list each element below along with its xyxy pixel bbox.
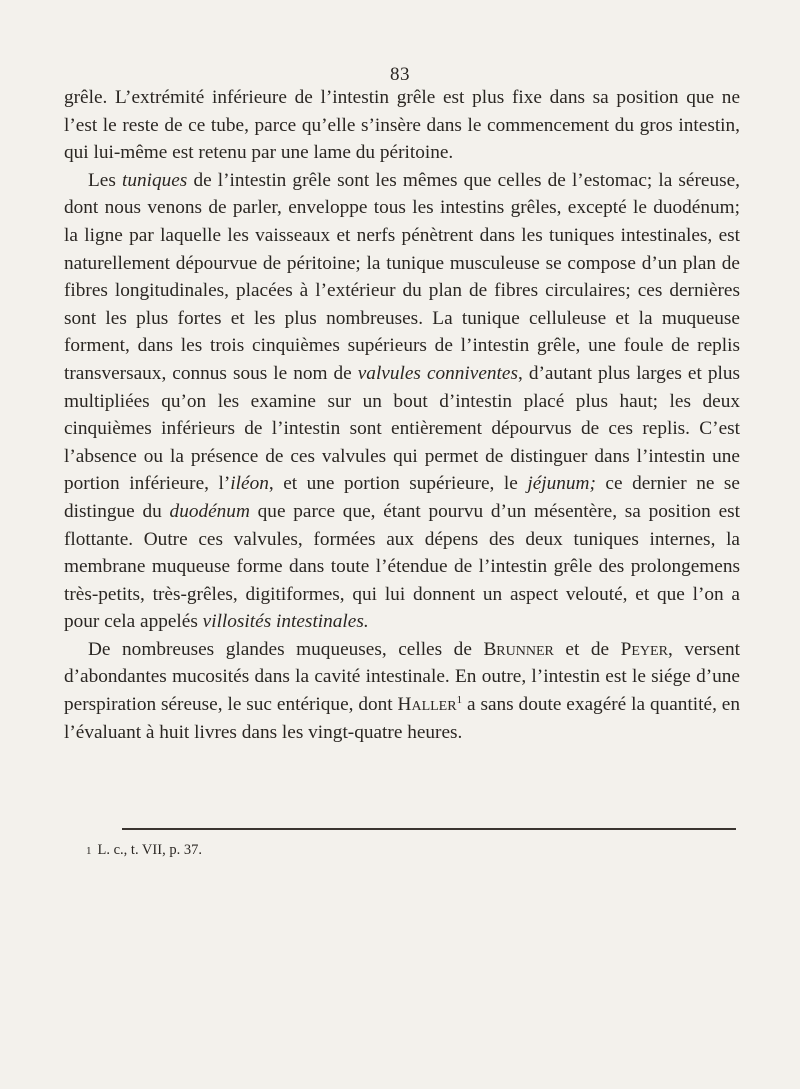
italic-term: duodénum [169,500,250,522]
text-run: Les [88,169,122,191]
footnote [86,840,202,861]
italic-term: tuniques [121,169,188,191]
text-run: , versent d’abondantes mucosités dans la cavité intestinale. En outre, l’intestin est le siége d’une perspiration séreuse, le suc entérique, dont [64,638,740,716]
paragraph [64,84,740,167]
italic-term: villosités intestinales. [202,611,369,633]
text-run: , et une portion supérieure, le [268,473,528,495]
page-number: 83 [390,64,410,85]
text-run: a sans doute exagéré la quantité, en l’évaluant à huit livres dans les vingt-quatre heures. [64,694,740,743]
italic-term: jéjunum; [527,473,596,495]
text-run: que parce que, étant pourvu d’un mésentère, sa position est flottante. Outre ces valvules, formées aux dépens des deux tuniques internes, la membrane muqueuse forme dans toute l’étendue de l’intestin grêle des prolongemens très-petits, très-grêles, digitiformes, qui lui donnent un aspect velouté, et que l’on a pour cela appelés [64,500,740,633]
text-run: De nombreuses glandes muqueuses, celles de [88,638,484,660]
text-run: grêle. L’extrémité inférieure de l’intestin grêle est plus fixe dans sa position que ne l’est le reste de ce tube, parce qu’elle s’insère dans le commencement du gros intestin, qui lui-même est retenu par une lame du péritoine. [64,87,740,164]
text-run: ce dernier ne se distingue du [64,473,740,522]
italic-term: valvules conniventes [357,362,518,384]
paragraph [64,167,740,636]
author-name: Peyer [620,638,668,660]
footnote-text: L. c., t. VII, p. 37. [97,842,202,858]
author-name: Haller [397,694,457,716]
paragraph [64,636,740,746]
italic-term: iléon [230,473,269,495]
text-run: de l’intestin grêle sont les mêmes que celles de l’estomac; la séreuse, dont nous venons de parler, enveloppe tous les intestins grêles, excepté le duodénum; la ligne par laquelle les vaisseaux et nerfs pénètrent dans les tuniques intestinales, est naturellement dépourvue de péritoine; la tunique musculeuse se compose d’un plan de fibres longitudinales, placées à l’extérieur du plan de fibres circulaires; ces dernières sont les plus fortes et les plus nombreuses. La tunique celluleuse et la muqueuse forment, dans les trois cinquièmes supérieurs de l’intestin grêle, une foule de replis transversaux, connus sous le nom de [64,169,740,384]
text-run: , d’autant plus larges et plus multipliées qu’on les examine sur un bout d’intestin placé plus haut; les deux cinquièmes inférieurs de l’intestin sont entièrement dépourvus de ces replis. C’est l’absence ou la présence de ces valvules qui permet de distinguer dans l’intestin une portion inférieure, l’ [64,362,740,495]
author-name: Brunner [483,638,554,660]
body-text [64,84,740,746]
text-run: et de [553,638,621,660]
footnote-separator [122,828,736,830]
footnote-marker: 1 [86,845,92,857]
footnote-reference: 1 [456,694,463,707]
